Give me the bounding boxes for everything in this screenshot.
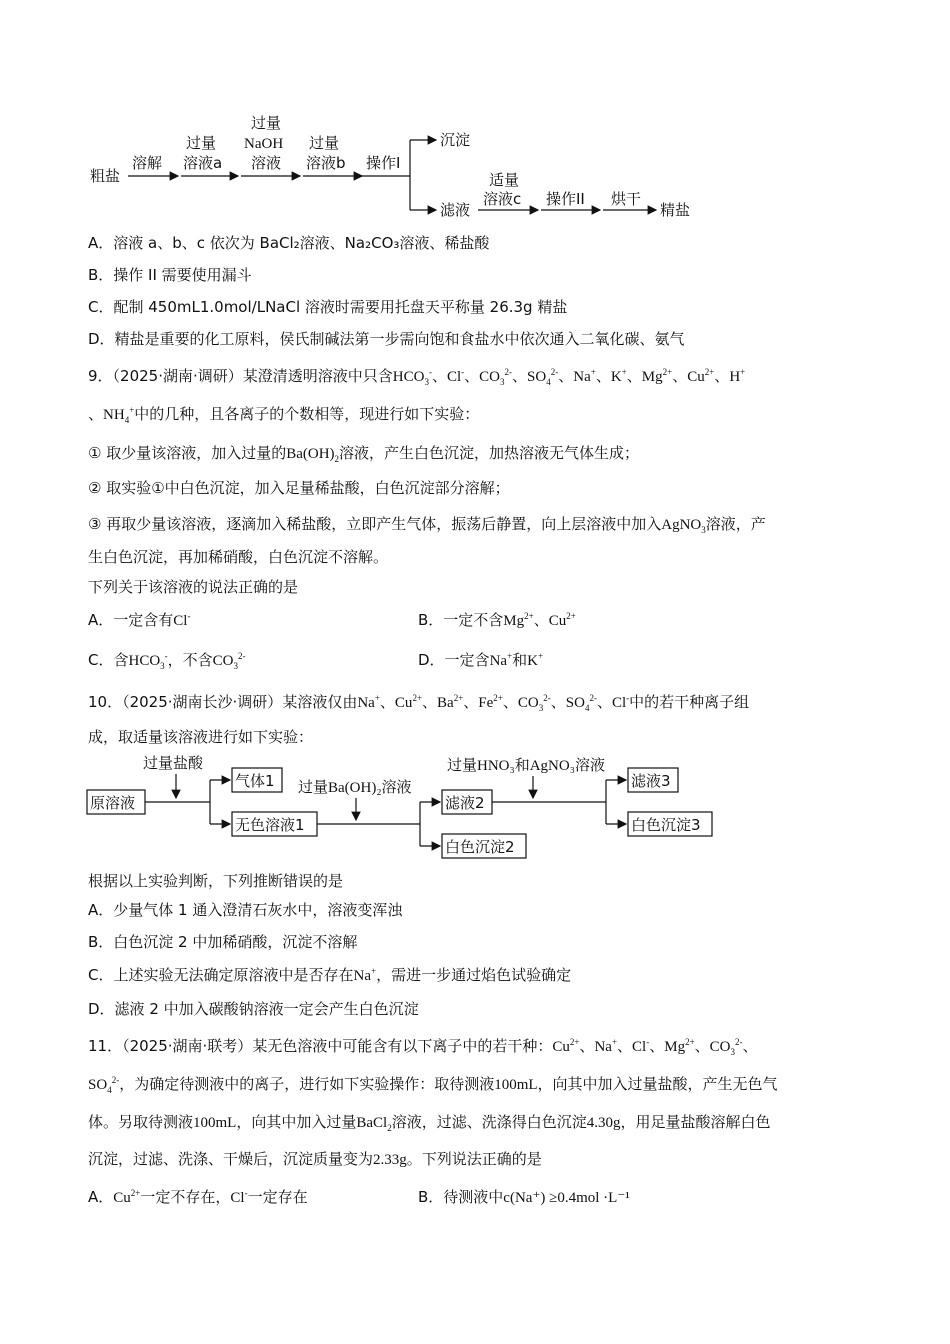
- flow1-step3-l1: 过量: [251, 114, 282, 132]
- flow1-start: 粗盐: [90, 167, 121, 185]
- flow2-hno3-label: 过量HNO₃和AgNO₃溶液: [447, 758, 605, 774]
- flow1-step4-bot: 溶液b: [306, 154, 346, 172]
- flow1-out-top: 沉淀: [440, 131, 471, 149]
- flow1-step2-bot: 溶液a: [183, 154, 223, 172]
- q9-option-a: A．一定含有Cl-: [88, 611, 191, 629]
- q11-option-a: A．$Cu^{2+}$一定不存在，Cl-一定存在: [88, 1188, 308, 1206]
- q11-stem-line1: 11．（2025·湖南·联考）某无色溶液中可能含有以下离子中的若干种：$Cu^{2+}$、Na+、Cl-、$Mg^{2+}$、$CO_3^{2-}$、: [88, 1037, 758, 1057]
- flow2-baoh-label: 过量Ba(OH)₂溶液: [298, 780, 412, 796]
- flow1-op1: 操作I: [366, 154, 401, 172]
- q9-step3-line1: ③ 再取少量该溶液，逐滴加入稀盐酸，立即产生气体，振荡后静置，向上层溶液中加入AgNO$_3$溶液，产: [88, 515, 766, 535]
- q9-question: 下列关于该溶液的说法正确的是: [88, 578, 299, 596]
- q11-stem-line3: 体。另取待测液100mL，向其中加入过量BaCl$_2$溶液，过滤、洗涤得白色沉淀4.30g，用足量盐酸溶解白色: [88, 1113, 771, 1133]
- flow1-step2-top: 过量: [186, 134, 217, 152]
- flow1-step3-l2: NaOH: [244, 136, 284, 152]
- q8-option-d: D．精盐是重要的化工原料，侯氏制碱法第一步需向饱和食盐水中依次通入二氧化碳、氨气: [88, 330, 685, 348]
- q8-option-c: C．配制 450mL1.0mol/LNaCl 溶液时需要用托盘天平称量 26.3g 精盐: [88, 298, 568, 316]
- flow2-ppt2: 白色沉淀2: [445, 838, 515, 856]
- flow1-dry: 烘干: [611, 190, 642, 208]
- q10-stem-line1: 10．（2025·湖南长沙·调研）某溶液仅由Na+、$Cu^{2+}$、$Ba^{2+}$、$Fe^{2+}$、$CO_3^{2-}$、$SO_4^{2-}$、Cl-中的若干种离子组: [88, 693, 750, 713]
- q8-option-a: A．溶液 a、b、c 依次为 BaCl₂溶液、Na₂CO₃溶液、稀盐酸: [88, 234, 490, 252]
- flow1-step4-top: 过量: [309, 134, 340, 152]
- q10-option-b: B．白色沉淀 2 中加稀硝酸，沉淀不溶解: [88, 933, 358, 951]
- q10-option-c: C．上述实验无法确定原溶液中是否存在Na+，需进一步通过焰色试验确定: [88, 966, 572, 984]
- flow1-step5-top: 适量: [489, 171, 520, 189]
- q9-step3-line2: 生白色沉淀，再加稀硝酸，白色沉淀不溶解。: [88, 548, 389, 566]
- flow2-filtrate3: 滤液3: [631, 772, 671, 790]
- q11-stem-line2: $SO_4^{2-}$，为确定待测液中的离子，进行如下实验操作：取待测液100mL，向其中加入过量盐酸，产生无色气: [88, 1075, 778, 1095]
- flow1-step1: 溶解: [132, 154, 163, 172]
- flow1-step3-l3: 溶液: [251, 154, 282, 172]
- flow1-out-bot: 滤液: [440, 201, 471, 219]
- flow1-op2: 操作II: [546, 190, 585, 208]
- flow2-gas: 气体1: [235, 772, 275, 790]
- q11-stem-line4: 沉淀，过滤、洗涤、干燥后，沉淀质量变为2.33g。下列说法正确的是: [88, 1150, 542, 1168]
- q9-option-b: B．一定不含$Mg^{2+}$、$Cu^{2+}$: [418, 611, 576, 629]
- flow2-colorless: 无色溶液1: [235, 816, 305, 834]
- q10-option-d: D．滤液 2 中加入碳酸钠溶液一定会产生白色沉淀: [88, 1000, 419, 1018]
- q9-option-d: D．一定含Na+和K+: [418, 651, 544, 669]
- q9-stem-line1: 9．（2025·湖南·调研）某澄清透明溶液中只含$HCO_3^-$、Cl-、$CO_3^{2-}$、$SO_4^{2-}$、Na+、K+、$Mg^{2+}$、$Cu^{2+}$、H+: [88, 367, 746, 387]
- flow2-hcl-label: 过量盐酸: [143, 754, 204, 772]
- flow1-product: 精盐: [660, 201, 691, 219]
- flow2-ppt3: 白色沉淀3: [631, 816, 701, 834]
- q9-step2: ② 取实验①中白色沉淀，加入足量稀盐酸，白色沉淀部分溶解；: [88, 479, 510, 497]
- q9-option-c: C．含$HCO_3^-$，不含$CO_3^{2-}$: [88, 651, 246, 671]
- q10-option-a: A．少量气体 1 通入澄清石灰水中，溶液变浑浊: [88, 901, 403, 919]
- q9-stem-line2: 、$NH_4^+$中的几种，且各离子的个数相等，现进行如下实验：: [88, 405, 480, 425]
- q9-step1: ① 取少量该溶液，加入过量的$Ba(OH)_2$溶液，产生白色沉淀，加热溶液无气体生成；: [88, 444, 640, 464]
- q10-question: 根据以上实验判断，下列推断错误的是: [88, 872, 344, 890]
- q10-stem-line2: 成，取适量该溶液进行如下实验：: [88, 728, 314, 746]
- flow1-step5-bot: 溶液c: [483, 190, 522, 208]
- flow2-filtrate2: 滤液2: [445, 794, 485, 812]
- q8-option-b: B．操作 II 需要使用漏斗: [88, 266, 252, 284]
- flow2-origin: 原溶液: [90, 794, 136, 812]
- q11-option-b: B．待测液中c(Na⁺) ≥0.4mol ·L⁻¹: [418, 1188, 630, 1206]
